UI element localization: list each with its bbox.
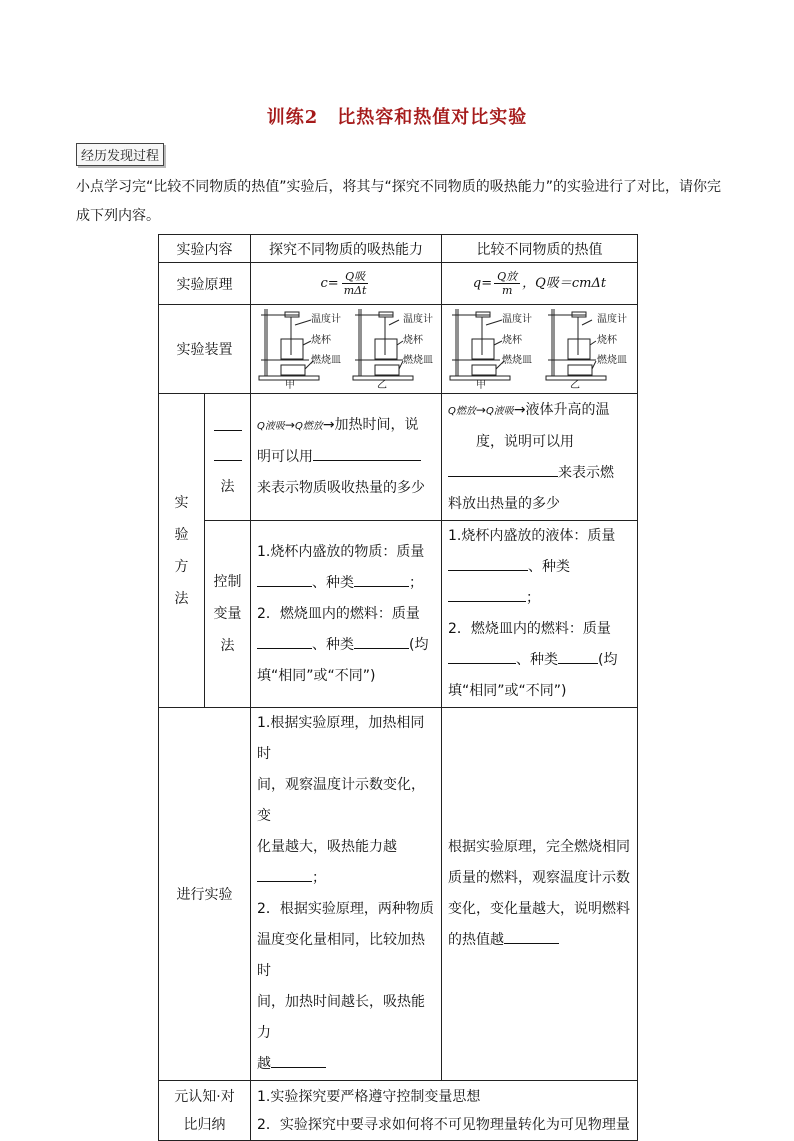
answer-blank[interactable] [448, 648, 516, 664]
text: 1.根据实验原理，加热相同时 [257, 715, 425, 762]
conversion-left-cell [251, 394, 442, 521]
answer-blank[interactable] [257, 633, 312, 649]
answer-blank[interactable] [354, 633, 409, 649]
label-thermometer: 温度计 [403, 314, 433, 325]
answer-blank[interactable] [558, 648, 598, 664]
conversion-method-label [205, 394, 251, 521]
label-jia: 甲 [285, 380, 295, 389]
label-thermometer: 温度计 [502, 314, 532, 325]
text: ； [526, 590, 540, 606]
procedure-row [159, 708, 638, 1081]
principle-formula-right [442, 263, 638, 305]
method-char: 实 [174, 494, 189, 511]
label-burner: 燃烧皿 [597, 355, 627, 366]
text: 根据实验原理，完全燃烧相同 [448, 839, 630, 855]
arrow: → [284, 418, 295, 432]
control-method-label [205, 521, 251, 708]
answer-blank[interactable] [257, 571, 312, 587]
text: 变量 [213, 606, 242, 622]
q-symbol: Q燃放 [448, 405, 476, 417]
header-row [159, 235, 638, 263]
formula-numerator: Q放 [494, 270, 520, 284]
method-control-row [159, 521, 638, 708]
label-burner: 燃烧皿 [311, 355, 341, 366]
answer-blank[interactable] [448, 555, 528, 571]
label-yi: 乙 [377, 380, 387, 389]
text: 温度变化量相同，比较加热时 [257, 932, 425, 979]
apparatus-figure-right [442, 305, 638, 394]
text: 料放出热量的多少 [448, 495, 560, 512]
apparatus-diagram [442, 305, 637, 389]
text: 、种类 [528, 559, 570, 575]
page-title: 训练2 比热容和热值对比实验 [266, 107, 528, 128]
text: 来表示物质吸收热量的多少 [257, 480, 425, 496]
text: 明可以用 [257, 449, 313, 465]
q-symbol: Q液吸 [257, 421, 285, 432]
text: 度，说明可以用 [476, 433, 574, 450]
text: 1.烧杯内盛放的物质：质量 [257, 543, 425, 560]
text: 、种类 [516, 652, 558, 668]
q-symbol: Q液吸 [485, 405, 514, 417]
formula-rest: ，Q吸＝cmΔt [522, 276, 607, 291]
summary-label [159, 1081, 251, 1141]
label-thermometer: 温度计 [311, 314, 341, 325]
formula-denominator: mΔt [343, 284, 367, 297]
answer-blank[interactable] [504, 928, 559, 944]
text: 的热值越 [448, 932, 504, 948]
text: 来表示燃 [558, 464, 614, 481]
procedure-left-cell [251, 708, 442, 1081]
text: 2．根据实验原理，两种物质 [257, 901, 434, 917]
text: →加热时间，说 [322, 417, 419, 433]
procedure-right-cell [442, 708, 638, 1081]
apparatus-row [159, 305, 638, 394]
text: 2．燃烧皿内的燃料：质量 [257, 605, 420, 622]
text: 控制 [213, 574, 242, 590]
procedure-label: 进行实验 [159, 708, 251, 1081]
label-yi: 乙 [570, 380, 580, 389]
text: 间，观察温度计示数变化，变 [257, 777, 425, 824]
text: 、种类 [312, 636, 354, 653]
label-burner: 燃烧皿 [502, 355, 532, 366]
text: 比归纳 [183, 1116, 226, 1133]
label-beaker: 烧杯 [502, 335, 522, 346]
text: →液体升高的温 [513, 401, 610, 418]
apparatus-label: 实验装置 [159, 305, 251, 394]
label-beaker: 烧杯 [403, 335, 423, 346]
header-content: 实验内容 [159, 235, 251, 263]
formula-lhs: q= [472, 276, 493, 291]
section-tag: 经历发现过程 [76, 143, 164, 166]
label-beaker: 烧杯 [597, 335, 617, 346]
text: 1.烧杯内盛放的液体：质量 [448, 528, 616, 544]
method-suffix: 法 [220, 479, 235, 495]
header-heat-value: 比较不同物质的热值 [442, 235, 638, 263]
method-conversion-row [159, 394, 638, 521]
principle-row [159, 263, 638, 305]
summary-row [159, 1081, 638, 1141]
header-heat-absorption: 探究不同物质的吸热能力 [251, 235, 442, 263]
text: (均 [409, 636, 429, 653]
q-symbol: Q燃放 [294, 421, 323, 432]
label-thermometer: 温度计 [597, 314, 627, 325]
text: 法 [220, 638, 235, 654]
text: 间，加热时间越长，吸热能力 [257, 994, 425, 1041]
comparison-table [158, 234, 638, 1141]
control-left-cell [251, 521, 442, 708]
text: (均 [598, 652, 618, 668]
text: ； [409, 574, 423, 591]
answer-blank[interactable] [448, 461, 558, 477]
text: 2．燃烧皿内的燃料：质量 [448, 621, 611, 637]
method-char: 法 [174, 590, 189, 607]
method-label [159, 394, 205, 708]
text: ； [312, 870, 326, 886]
text: 质量的燃料，观察温度计示数 [448, 870, 630, 886]
formula-lhs: c= [320, 276, 339, 291]
text: 元认知·对 [174, 1088, 235, 1105]
text: 填“相同”或“不同”) [257, 667, 376, 684]
conversion-right-cell [442, 394, 638, 521]
intro-paragraph: 小点学习完“比较不同物质的热值”实验后，将其与“探究不同物质的吸热能力”的实验进行了对比，请你完成下列内容。 [76, 179, 722, 224]
arrow: → [475, 402, 486, 417]
summary-cell [251, 1081, 638, 1141]
formula-denominator: m [501, 284, 513, 297]
answer-blank[interactable] [214, 415, 242, 431]
answer-blank[interactable] [354, 571, 409, 587]
text: 2．实验探究中要寻求如何将不可见物理量转化为可见物理量 [257, 1116, 630, 1133]
formula-numerator: Q吸 [342, 270, 368, 284]
method-char: 方 [174, 558, 189, 575]
answer-blank[interactable] [214, 445, 242, 461]
answer-blank[interactable] [448, 586, 526, 602]
control-right-cell [442, 521, 638, 708]
answer-blank[interactable] [313, 445, 421, 461]
principle-formula-left [251, 263, 442, 305]
text: 、种类 [312, 574, 354, 591]
answer-blank[interactable] [271, 1052, 326, 1068]
apparatus-figure-left [251, 305, 442, 394]
text: 化量越大，吸热能力越 [257, 839, 397, 855]
principle-label: 实验原理 [159, 263, 251, 305]
text: 填“相同”或“不同”) [448, 683, 567, 699]
label-beaker: 烧杯 [311, 335, 331, 346]
apparatus-diagram [251, 305, 441, 389]
text: 1.实验探究要严格遵守控制变量思想 [257, 1088, 481, 1105]
method-char: 验 [174, 526, 189, 543]
text: 越 [257, 1056, 271, 1072]
answer-blank[interactable] [257, 866, 312, 882]
label-jia: 甲 [476, 380, 486, 389]
text: 变化，变化量越大，说明燃料 [448, 901, 630, 917]
label-burner: 燃烧皿 [403, 355, 433, 366]
